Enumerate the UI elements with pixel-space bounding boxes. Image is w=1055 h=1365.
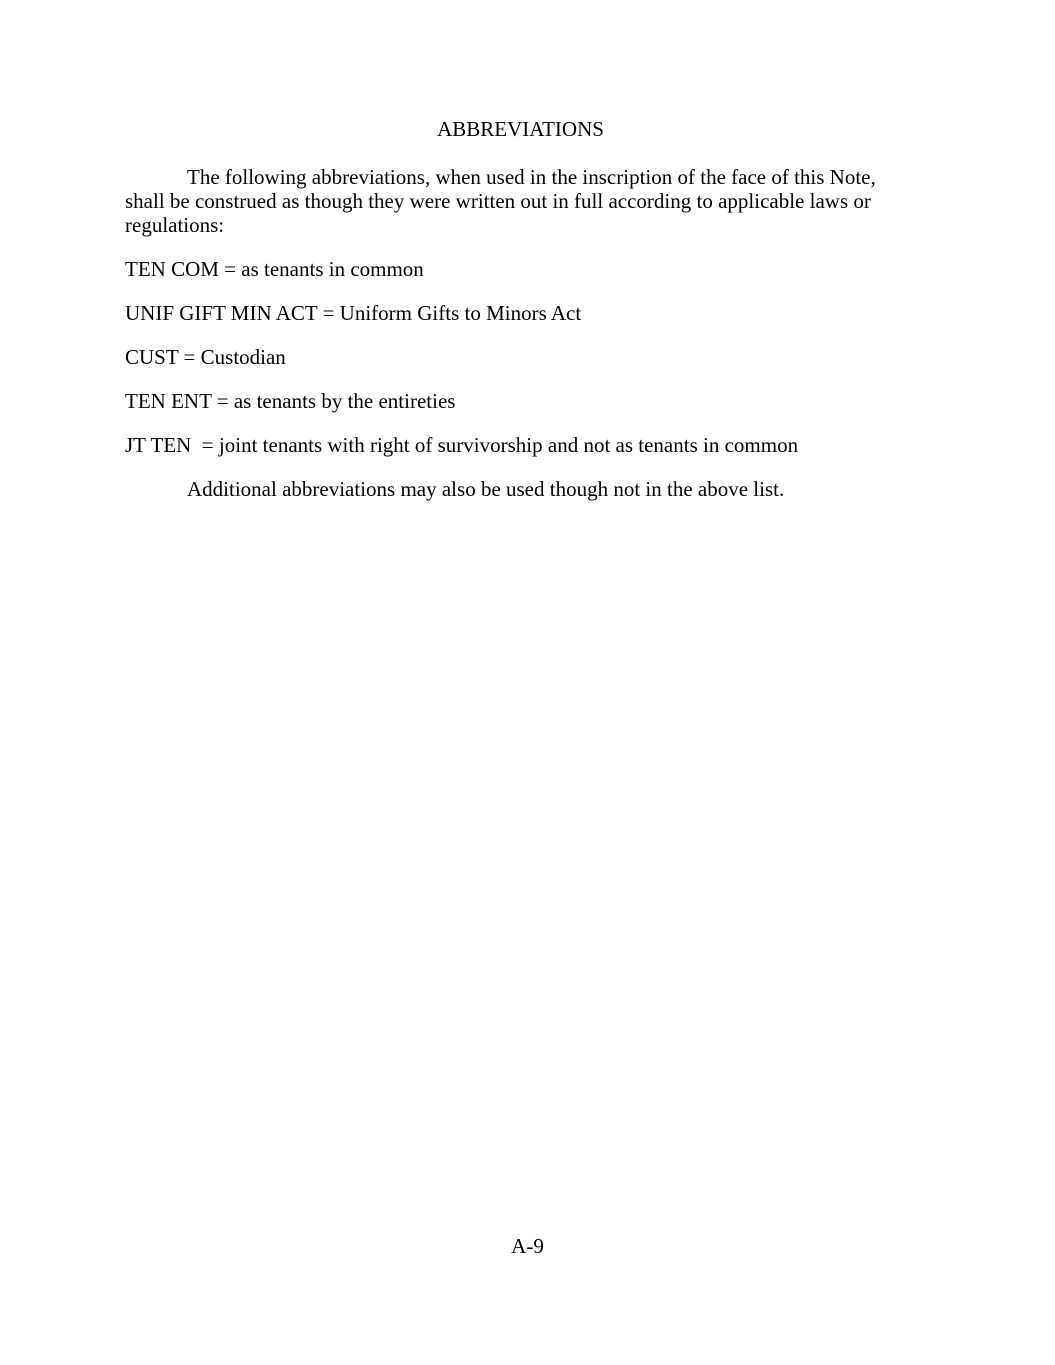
intro-paragraph: The following abbreviations, when used in the inscription of the face of this Note, shall be construed as though they were written out in full according to applicable laws or regulations:	[125, 165, 876, 237]
closing-paragraph: Additional abbreviations may also be used though not in the above list.	[187, 477, 785, 501]
abbreviation-item-cust: CUST = Custodian	[125, 345, 286, 369]
abbreviation-item-ten-ent: TEN ENT = as tenants by the entireties	[125, 389, 456, 413]
page-title: ABBREVIATIONS	[437, 117, 604, 141]
abbreviation-item-jt-ten: JT TEN = joint tenants with right of survivorship and not as tenants in common	[125, 433, 799, 457]
document-content	[0, 0, 1055, 501]
page-number: A-9	[511, 1234, 544, 1258]
abbreviation-item-ten-com: TEN COM = as tenants in common	[125, 257, 424, 281]
abbreviation-item-unif-gift-min-act: UNIF GIFT MIN ACT = Uniform Gifts to Minors Act	[125, 301, 582, 325]
abbreviation-list	[125, 257, 916, 457]
